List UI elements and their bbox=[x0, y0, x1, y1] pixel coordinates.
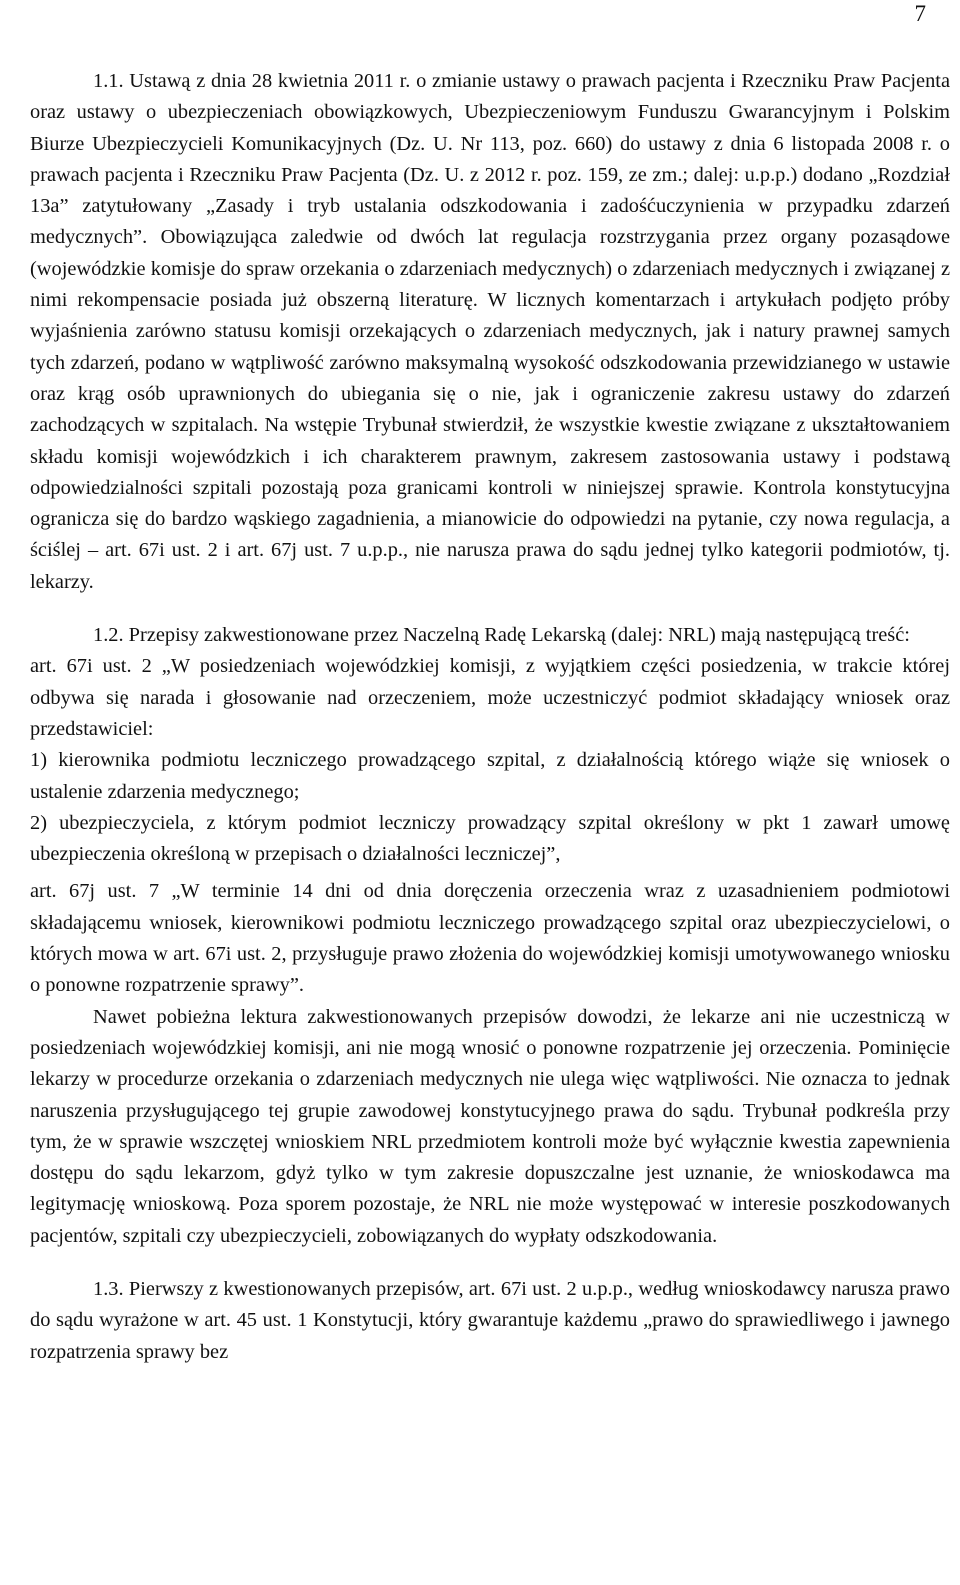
page-number: 7 bbox=[914, 1, 926, 26]
provision-point-1: 1) kierownika podmiotu leczniczego prowadzącego szpital, z działalnością którego wiąże się wniosek o ustalenie zdarzenia medycznego; bbox=[30, 749, 950, 803]
paragraph-1-2: 1.2. Przepisy zakwestionowane przez Naczelną Radę Lekarską (dalej: NRL) mają następującą treść: bbox=[93, 624, 910, 647]
paragraph-analysis: Nawet pobieżna lektura zakwestionowanych przepisów dowodzi, że lekarze ani nie uczestniczą w posiedzeniach wojewódzkiej komisji, ani nie mogą wnosić o ponowne rozpatrzenie jej orzeczenia. Pominięcie lekarzy w procedurze orzekania o zdarzeniach medycznych nie ulega więc wątpliwości. Nie oznacza to jednak naruszenia przysługującego tej grupie zawodowej konstytucyjnego prawa do sądu. Trybunał podkreśla przy tym, że w sprawie wszczętej wnioskiem NRL przedmiotem kontroli może być wyłącznie kwestia zapewnienia dostępu do sądu lekarzom, gdyż tylko w tym zakresie dopuszczalne jest uznanie, że wnioskodawca ma legitymację wnioskową. Poza sporem pozostaje, że NRL nie może występować w interesie poszkodowanych pacjentów, szpitali czy ubezpieczycieli, zobowiązanych do wypłaty odszkodowania. bbox=[30, 1005, 950, 1247]
paragraph-1-1: 1.1. Ustawą z dnia 28 kwietnia 2011 r. o zmianie ustawy o prawach pacjenta i Rzeczniku Praw Pacjenta oraz ustawy o ubezpieczeniach obowiązkowych, Ubezpieczeniowym Funduszu Gwarancyjnym i Polskim Biurze Ubezpieczycieli Komunikacyjnych (Dz. U. Nr 113, poz. 660) do ustawy z dnia 6 listopada 2008 r. o prawach pacjenta i Rzeczniku Praw Pacjenta (Dz. U. z 2012 r. poz. 159, ze zm.; dalej: u.p.p.) dodano „Rozdział 13a” zatytułowany „Zasady i tryb ustalania odszkodowania i zadośćuczynienia w przypadku zdarzeń medycznych”. Obowiązująca zaledwie od dwóch lat regulacja rozstrzygania przez organy pozasądowe (wojewódzkie komisje do spraw orzekania o zdarzeniach medycznych) o zdarzeniach medycznych i związanej z nimi rekompensacie posiada już obszerną literaturę. W licznych komentarzach i artykułach podjęto próby wyjaśnienia zarówno statusu komisji orzekających o zdarzeniach medycznych, jak i natury prawnej samych tych zdarzeń, podano w wątpliwość zarówno maksymalną wysokość odszkodowania przewidzianego w ustawie oraz krąg osób uprawnionych do ubiegania się o nie, jak i ograniczenie zakresu ustawy do zdarzeń zachodzących w szpitalach. Na wstępie Trybunał stwierdził, że wszystkie kwestie związane z ukształtowaniem składu komisji wojewódzkich i ich charakterem prawnym, zakresem zastosowania ustawy i podstawą odpowiedzialności szpitali pozostają poza granicami kontroli w niniejszej sprawie. Kontrola konstytucyjna ogranicza się do bardzo wąskiego zagadnienia, a mianowicie do odpowiedzi na pytanie, czy nowa regulacja, a ściślej – art. 67i ust. 2 i art. 67j ust. 7 u.p.p., nie narusza prawa do sądu jednej tylko kategorii podmiotów, tj. lekarzy. bbox=[30, 70, 950, 593]
document-body bbox=[30, 66, 950, 1368]
provision-point-2: 2) ubezpieczyciela, z którym podmiot leczniczy prowadzący szpital określony w pkt 1 zawarł umowę ubezpieczenia określoną w przepisach o działalności leczniczej”, bbox=[30, 811, 950, 866]
quoted-provision-67i: art. 67i ust. 2 „W posiedzeniach wojewódzkiej komisji, z wyjątkiem części posiedzenia, w trakcie której odbywa się narada i głosowanie nad orzeczeniem, może uczestniczyć podmiot składający wniosek oraz przedstawiciel: bbox=[30, 655, 950, 740]
paragraph-1-3: 1.3. Pierwszy z kwestionowanych przepisów, art. 67i ust. 2 u.p.p., według wnioskodawcy narusza prawo do sądu wyrażone w art. 45 ust. 1 Konstytucji, który gwarantuje każdemu „prawo do sprawiedliwego i jawnego rozpatrzenia sprawy bez bbox=[30, 1277, 950, 1363]
quoted-provision-67j: art. 67j ust. 7 „W terminie 14 dni od dnia doręczenia orzeczenia wraz z uzasadnieniem podmiotowi składającemu wniosek, kierownikowi podmiotu leczniczego prowadzącego szpital oraz ubezpieczycielowi, o których mowa w art. 67i ust. 2, przysługuje prawo złożenia do wojewódzkiej komisji umotywowanego wniosku o ponowne rozpatrzenie sprawy”. bbox=[30, 880, 950, 997]
